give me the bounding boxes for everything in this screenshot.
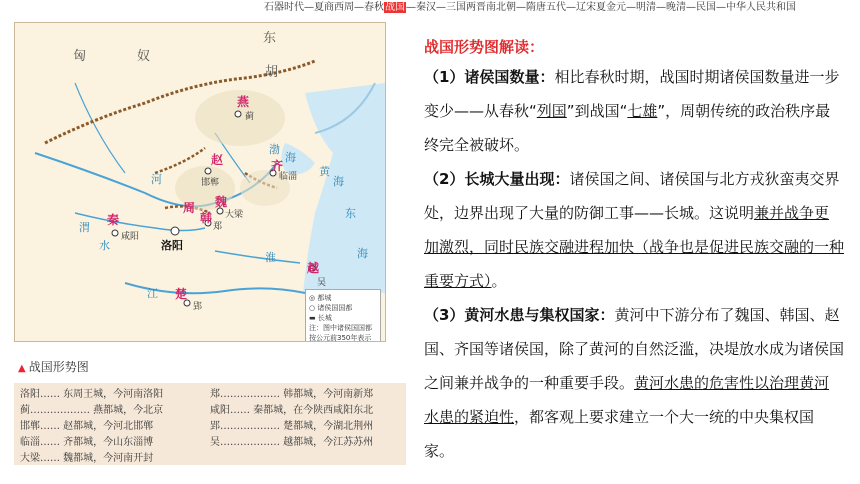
legend-note2: 按公元前350年表示 <box>309 334 372 342</box>
state-han: 韩 <box>200 211 213 225</box>
city-handan: 邯郸 <box>201 178 220 188</box>
map-legend <box>305 289 381 342</box>
legend-capital: ◎ 都城 <box>309 294 332 302</box>
state-zhou: 周 <box>183 201 196 215</box>
water-shui: 水 <box>99 239 110 252</box>
state-wei: 魏 <box>215 195 228 209</box>
water-wei: 渭 <box>79 221 90 234</box>
water-bohai-2: 海 <box>285 151 296 164</box>
label-donghu-1: 东 <box>263 31 277 46</box>
water-huang: 黄 <box>319 165 330 178</box>
warring-states-map <box>14 22 386 342</box>
p3-title: （3）黄河水患与集权国家： <box>424 306 615 324</box>
water-jiang: 江 <box>147 287 158 300</box>
timeline-highlight: 战国 <box>385 2 405 13</box>
timeline-after: —秦汉—三国两晋南北朝—隋唐五代—辽宋夏金元—明清—晚清—民国—中华人民共和国 <box>406 2 796 13</box>
table-row: 大梁…… 魏都城，今河南开封 <box>20 453 154 464</box>
state-zhao: 赵 <box>211 153 224 167</box>
page-heading: 战国形势图解读： <box>424 38 545 56</box>
paragraph-3: （3）黄河水患与集权国家：黄河中下游分布了魏国、韩国、赵国、齐国等诸侯国，除了黄河的自然泛滥，决堤放水成为诸侯国之间兼并战争的一种重要手段。黄河水患的危害性以治理黄河水患的紧迫性，都客观上要求建立一个大一统的中央集权国家。 <box>424 306 845 460</box>
water-bohai-1: 渤 <box>269 143 280 156</box>
legend-wall: ▬ 长城 <box>309 314 332 322</box>
label-xiongnu-1: 匈 <box>73 49 87 64</box>
water-he: 河 <box>151 173 162 186</box>
city-zheng: 郑 <box>213 222 223 232</box>
table-row: 蓟……………… 燕都城，今北京 <box>20 405 164 416</box>
water-donghai-1: 东 <box>345 207 356 220</box>
city-table-right <box>210 387 406 451</box>
timeline-bar <box>264 2 854 14</box>
timeline-before: 石器时代—夏商西周—春秋 <box>264 2 384 13</box>
state-yan: 燕 <box>237 95 250 109</box>
paragraph-1: （1）诸侯国数量：相比春秋时期，战国时期诸侯国数量进一步变少——从春秋“列国”到战国“七雄”，周朝传统的政治秩序最终完全被破坏。 <box>424 68 840 154</box>
label-xiongnu-2: 奴 <box>137 49 151 64</box>
table-row: 郢……………… 楚都城，今湖北荆州 <box>210 421 374 432</box>
p2-title: （2）长城大量出现： <box>424 170 570 188</box>
city-daliang: 大梁 <box>225 210 244 220</box>
water-huai: 淮 <box>265 251 276 264</box>
map-caption: ▲ 战国形势图 <box>18 360 89 374</box>
table-row: 吴……………… 越都城，今江苏苏州 <box>210 437 374 448</box>
city-table-left <box>20 387 216 467</box>
label-donghu-2: 胡 <box>265 65 279 80</box>
city-table <box>14 383 406 465</box>
legend-note: 注：图中诸侯国国都 <box>309 324 372 332</box>
water-hai: 海 <box>333 175 344 188</box>
state-qin: 秦 <box>107 213 120 227</box>
paragraph-2: （2）长城大量出现：诸侯国之间、诸侯国与北方戎狄蛮夷交界处，边界出现了大量的防御工事——长城。这说明兼并战争更加激烈，同时民族交融进程加快（战争也是促进民族交融的一种重要方式）。 <box>424 170 845 290</box>
city-ji: 蓟 <box>245 112 255 122</box>
state-chu: 楚 <box>175 287 188 301</box>
state-yue: 越 <box>307 261 320 275</box>
city-luoyang: 洛阳 <box>161 239 183 252</box>
p1-title: （1）诸侯国数量： <box>424 68 555 86</box>
table-row: 临淄…… 齐都城，今山东淄博 <box>20 437 154 448</box>
city-xianyang: 咸阳 <box>121 232 140 242</box>
caption-triangle-icon: ▲ <box>18 363 26 374</box>
city-wu: 吴 <box>317 278 327 288</box>
state-qi: 齐 <box>271 159 284 173</box>
table-row: 洛阳…… 东周王城，今河南洛阳 <box>20 389 164 400</box>
table-row: 郑……………… 韩都城，今河南新郑 <box>210 389 374 400</box>
city-ying: 郢 <box>193 302 203 312</box>
table-row: 邯郸…… 赵都城，今河北邯郸 <box>20 421 154 432</box>
water-donghai-2: 海 <box>357 247 368 260</box>
table-row: 咸阳…… 秦都城，在今陕西咸阳东北 <box>210 405 374 416</box>
legend-state-capital: ○ 诸侯国国都 <box>309 304 353 312</box>
city-linzi: 临淄 <box>279 172 298 182</box>
